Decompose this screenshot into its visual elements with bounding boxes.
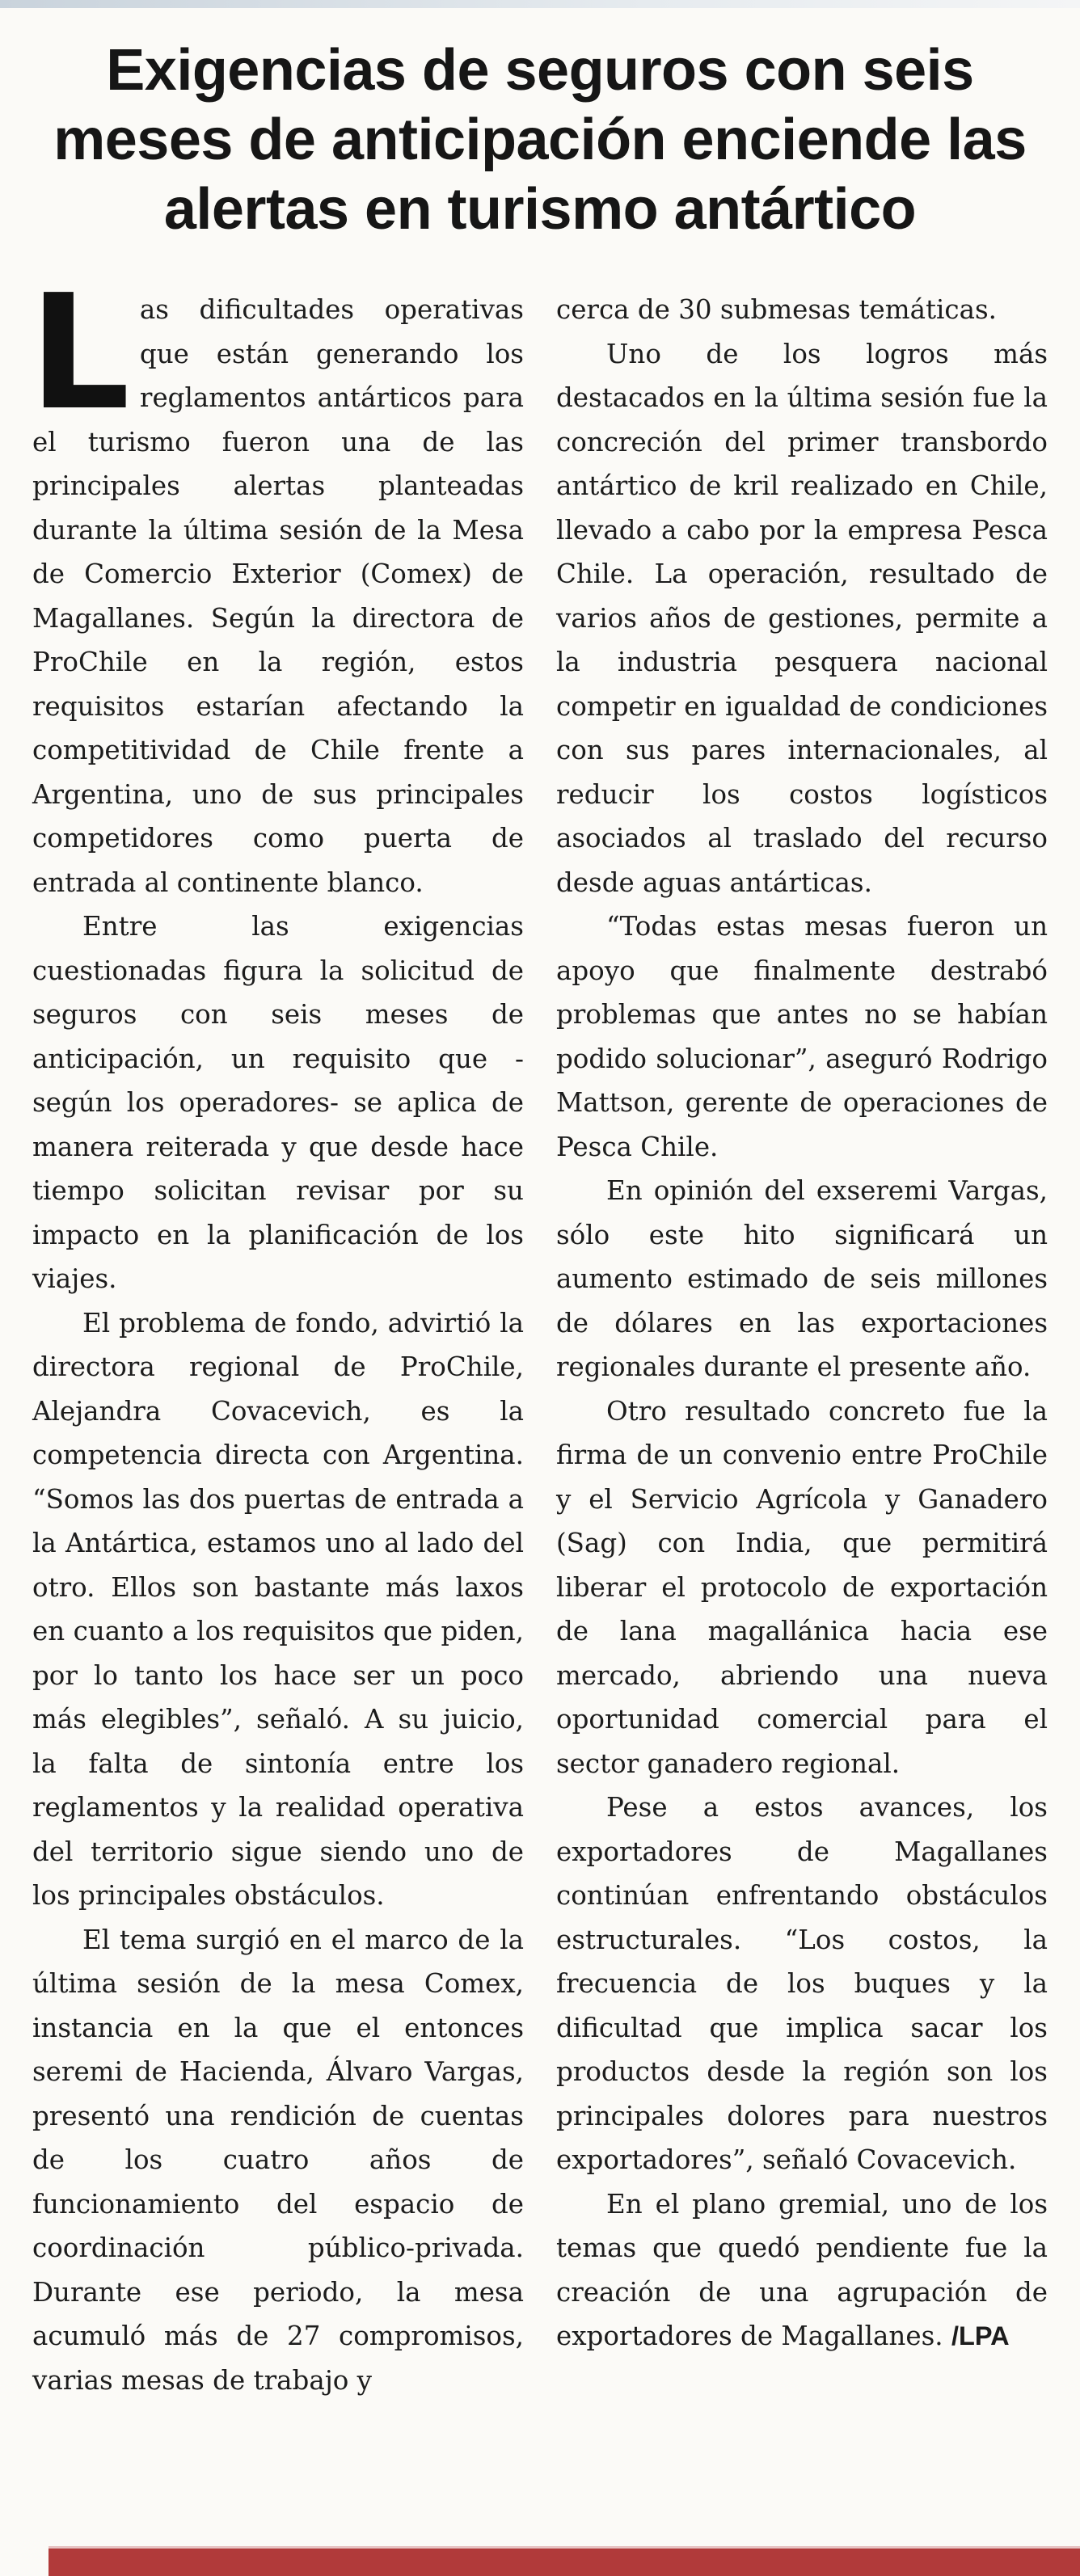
paragraph-3: El problema de fondo, advirtió la directora regional de ProChile, Alejandra Covacevich, es la competencia directa con Argentina. “Somos las dos puertas de entrada a la Antártica, estamos uno al lado del otro. Ellos son bastante más laxos en cuanto a los requisitos que piden, por lo tanto los hace ser un poco más elegibles”, señaló. A su juicio, la falta de sintonía entre los reglamentos y la realidad operativa del territorio sigue siendo uno de los principales obstáculos. bbox=[32, 1307, 524, 1911]
paragraph-5: cerca de 30 submesas temáticas. bbox=[556, 294, 997, 325]
paragraph-9: Otro resultado concreto fue la firma de un convenio entre ProChile y el Servicio Agrícola y Ganadero (Sag) con India, que permitirá liberar el protocolo de exportación de lana magallánica hacia ese mercado, abriendo una nueva oportunidad comercial para el sector ganadero regional. bbox=[556, 1395, 1048, 1779]
paragraph-4: El tema surgió en el marco de la última sesión de la mesa Comex, instancia en la que el entonces seremi de Hacienda, Álvaro Vargas, presentó una rendición de cuentas de los cuatro años de funcionamiento del espacio de coordinación público-privada. Durante ese periodo, la mesa acumuló más de 27 compromisos, varias mesas de trabajo y bbox=[32, 1924, 524, 2396]
column-right bbox=[556, 288, 1048, 2405]
article-body bbox=[29, 261, 1048, 2405]
paragraph-2: Entre las exigencias cuestionadas figura la solicitud de seguros con seis meses de anticipación, un requisito que -según los operadores- se aplica de manera reiterada y que desde hace tiempo solicitan revisar por su impacto en la planificación de los viajes. bbox=[32, 911, 524, 1294]
paragraph-6: Uno de los logros más destacados en la última sesión fue la concreción del primer transbordo antártico de kril realizado en Chile, llevado a cabo por la empresa Pesca Chile. La operación, resultado de varios años de gestiones, permite a la industria pesquera nacional competir en igualdad de condiciones con sus pares internacionales, al reducir los costos logísticos asociados al traslado del recurso desde aguas antárticas. bbox=[556, 338, 1048, 898]
paragraph-1 bbox=[29, 261, 524, 904]
paragraph-10: Pese a estos avances, los exportadores de Magallanes continúan enfrentando obstáculos estructurales. “Los costos, la frecuencia de los buques y la dificultad que implica sacar los productos desde la región son los principales dolores para nuestros exportadores”, señaló Covacevich. bbox=[556, 1792, 1048, 2175]
paragraph-11-text: En el plano gremial, uno de los temas que quedó pendiente fue la creación de una agrupación de exportadores de Magallanes. bbox=[556, 2188, 1048, 2351]
column-left bbox=[29, 261, 524, 2405]
paragraph-8: En opinión del exseremi Vargas, sólo este hito significará un aumento estimado de seis millones de dólares en las exportaciones regionales durante el presente año. bbox=[556, 1175, 1048, 1382]
paragraph-11 bbox=[556, 2182, 1048, 2359]
headline: Exigencias de seguros con seis meses de anticipación enciende las alertas en turismo antártico bbox=[53, 38, 1027, 242]
paragraph-1-text: as dificultades operativas que están generando los reglamentos antárticos para el turismo fueron una de las principales alertas planteadas durante la última sesión de la Mesa de Comercio Exterior (Comex) de Magallanes. Según la directora de ProChile en la región, estos requisitos estarían afectando la competitividad de Chile frente a Argentina, uno de sus principales competidores como puerta de entrada al continente blanco. bbox=[32, 294, 524, 898]
drop-cap: L bbox=[29, 261, 130, 445]
bottom-color-band bbox=[49, 2546, 1080, 2576]
author-signature: /LPA bbox=[951, 2321, 1010, 2350]
top-rule bbox=[0, 0, 1080, 8]
paragraph-7: “Todas estas mesas fueron un apoyo que finalmente destrabó problemas que antes no se habían podido solucionar”, aseguró Rodrigo Mattson, gerente de operaciones de Pesca Chile. bbox=[556, 911, 1048, 1162]
